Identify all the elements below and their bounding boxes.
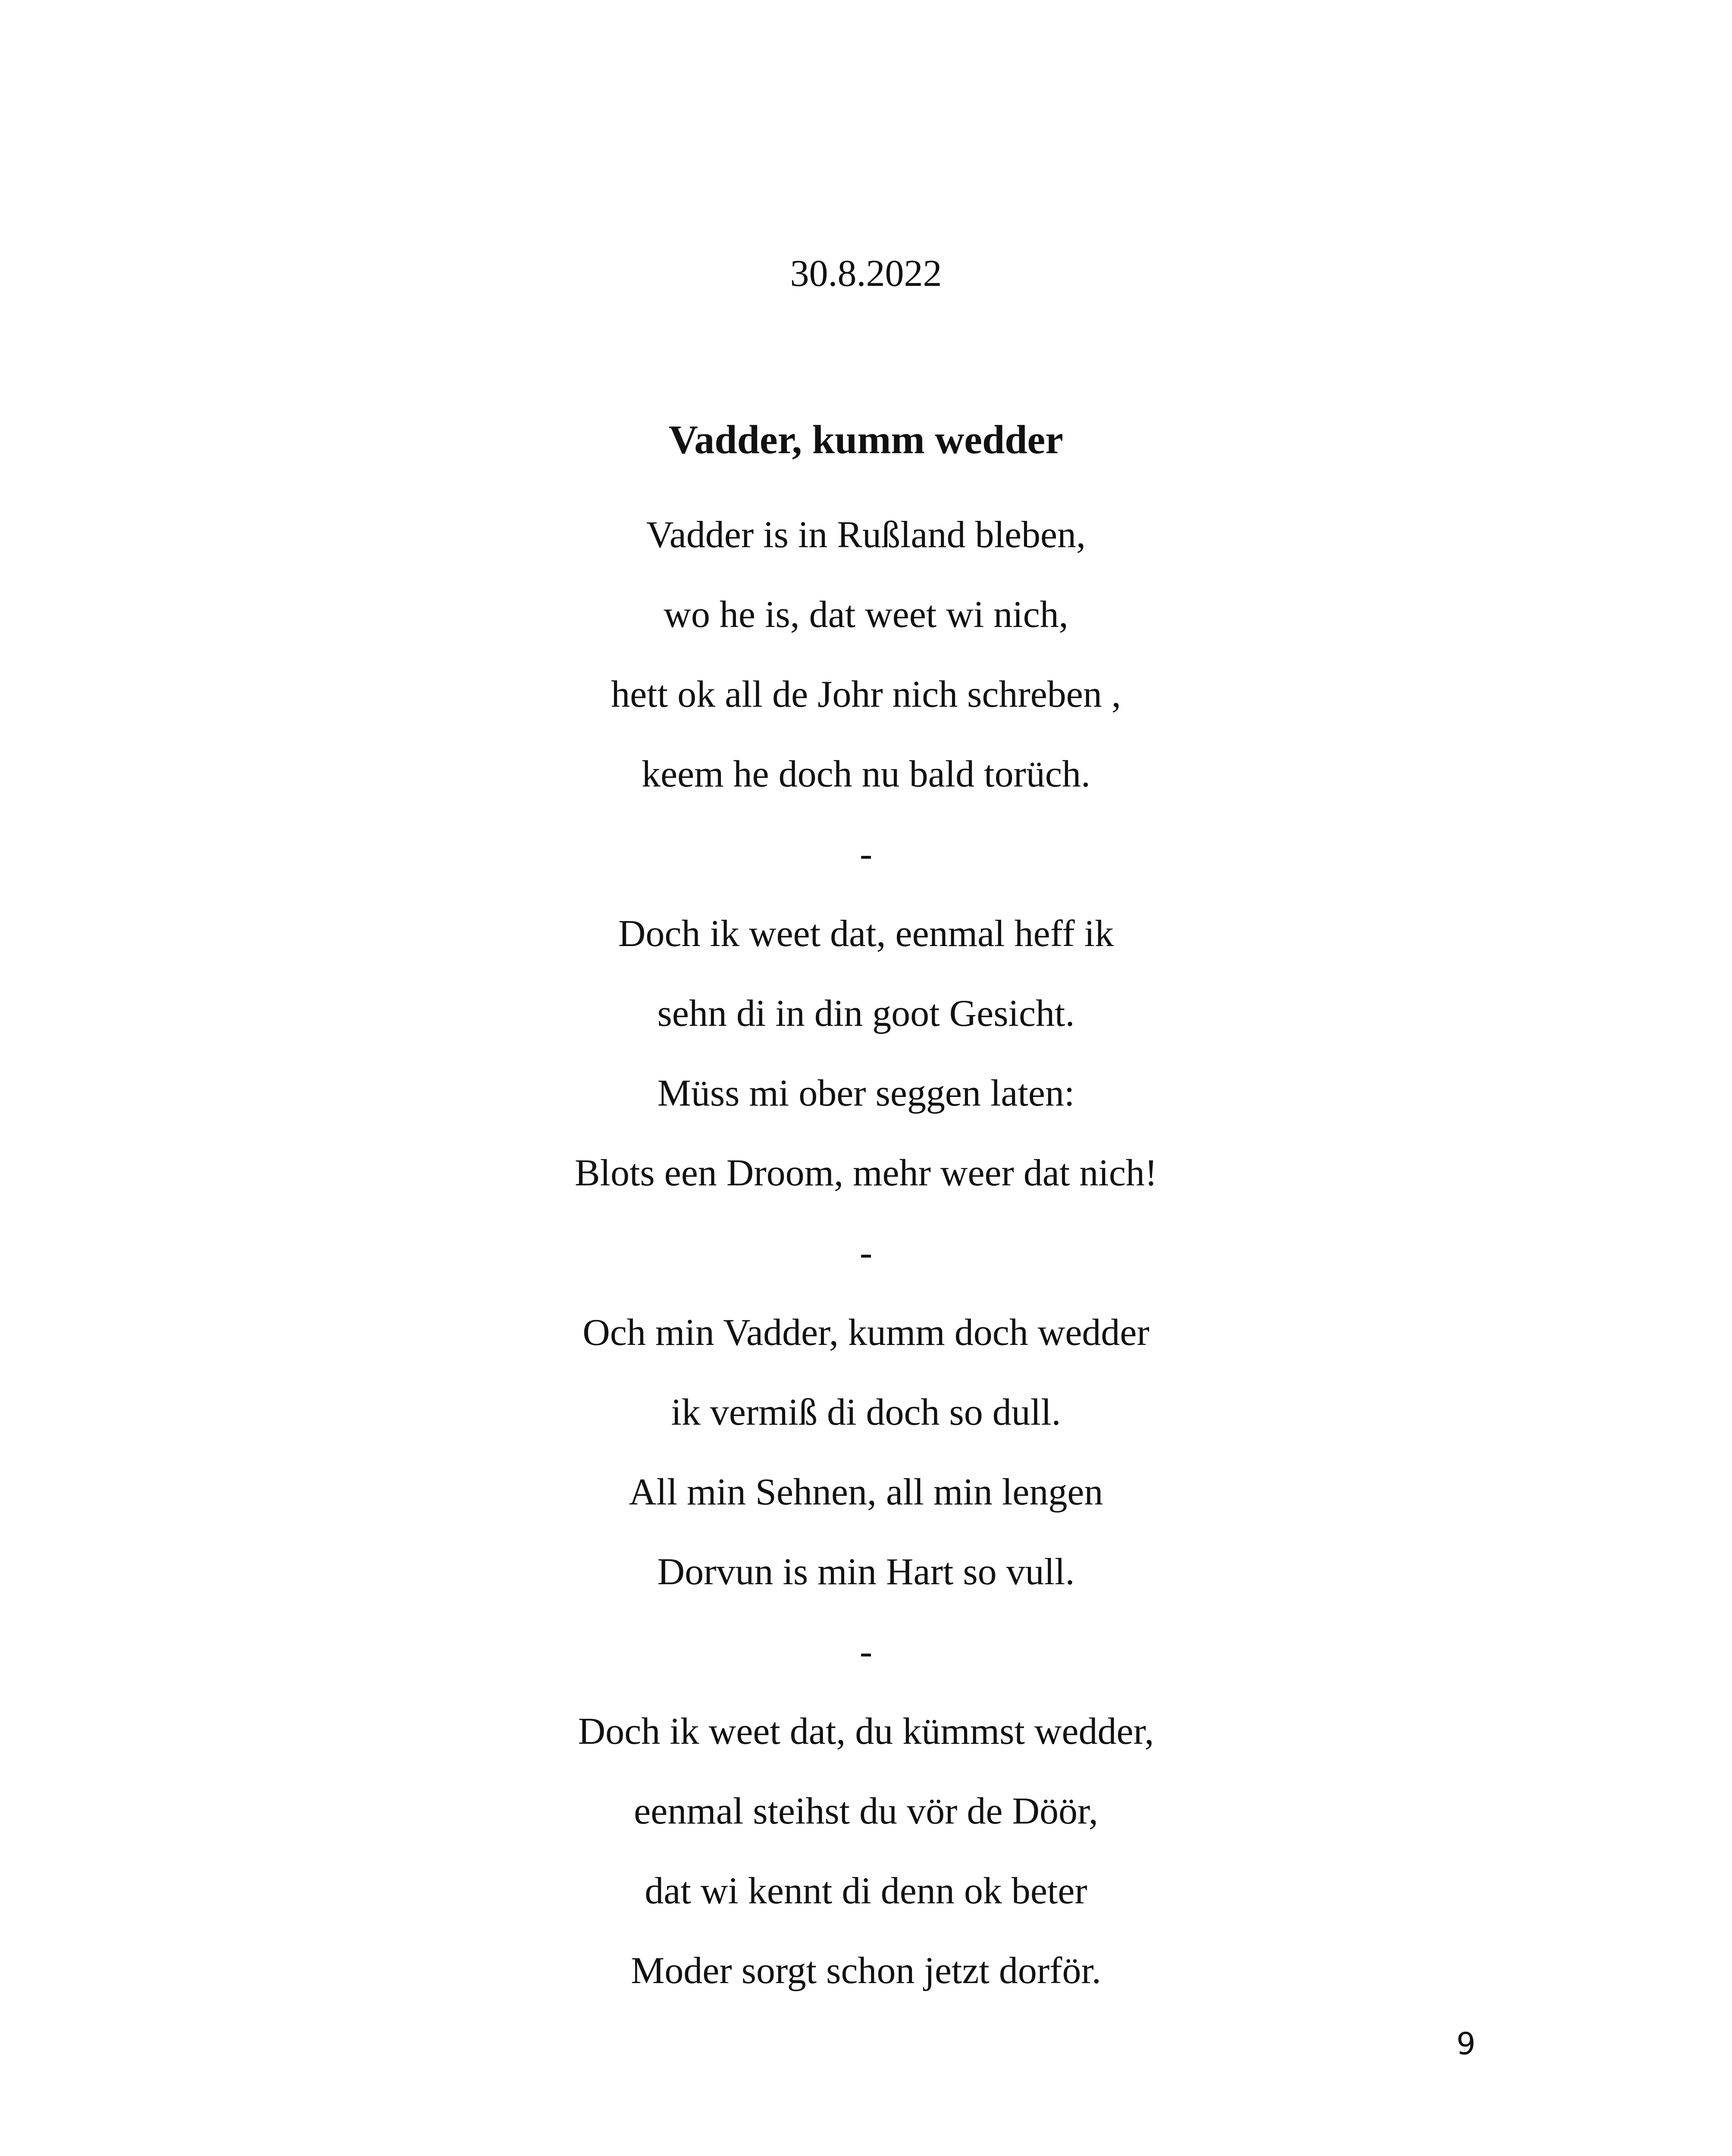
poem-line: Blots een Droom, mehr weer dat nich!	[574, 1152, 1158, 1194]
poem-line: dat wi kennt di denn ok beter	[645, 1870, 1087, 1912]
poem-line: wo he is, dat weet wi nich,	[664, 594, 1068, 636]
stanza-separator: -	[859, 1631, 873, 1673]
poem-line: Doch ik weet dat, eenmal heff ik	[618, 913, 1114, 955]
poem-line: Dorvun is min Hart so vull.	[657, 1551, 1075, 1593]
poem-line: All min Sehnen, all min lengen	[629, 1471, 1103, 1513]
poem-line: sehn di in din goot Gesicht.	[657, 993, 1075, 1034]
poem-line: eenmal steihst du vör de Döör,	[634, 1790, 1098, 1832]
document-date: 30.8.2022	[790, 253, 942, 295]
poem-line: hett ok all de Johr nich schreben ,	[611, 674, 1121, 715]
poem-line: Vadder is in Rußland bleben,	[646, 514, 1086, 556]
stanza-separator: -	[859, 1232, 873, 1274]
stanza-separator: -	[859, 833, 873, 875]
poem-line: Och min Vadder, kumm doch wedder	[583, 1312, 1149, 1354]
poem-line: ik vermiß di doch so dull.	[671, 1391, 1061, 1433]
poem-line: Doch ik weet dat, du kümmst wedder,	[578, 1711, 1154, 1752]
poem-title: Vadder, kumm wedder	[669, 417, 1063, 462]
page-number: 9	[1456, 2026, 1476, 2062]
poem-line: Müss mi ober seggen laten:	[657, 1072, 1075, 1114]
poem-line: Moder sorgt schon jetzt dorför.	[631, 1950, 1101, 1992]
poem-body	[0, 495, 1732, 2011]
poem-line: keem he doch nu bald torüch.	[641, 753, 1090, 795]
